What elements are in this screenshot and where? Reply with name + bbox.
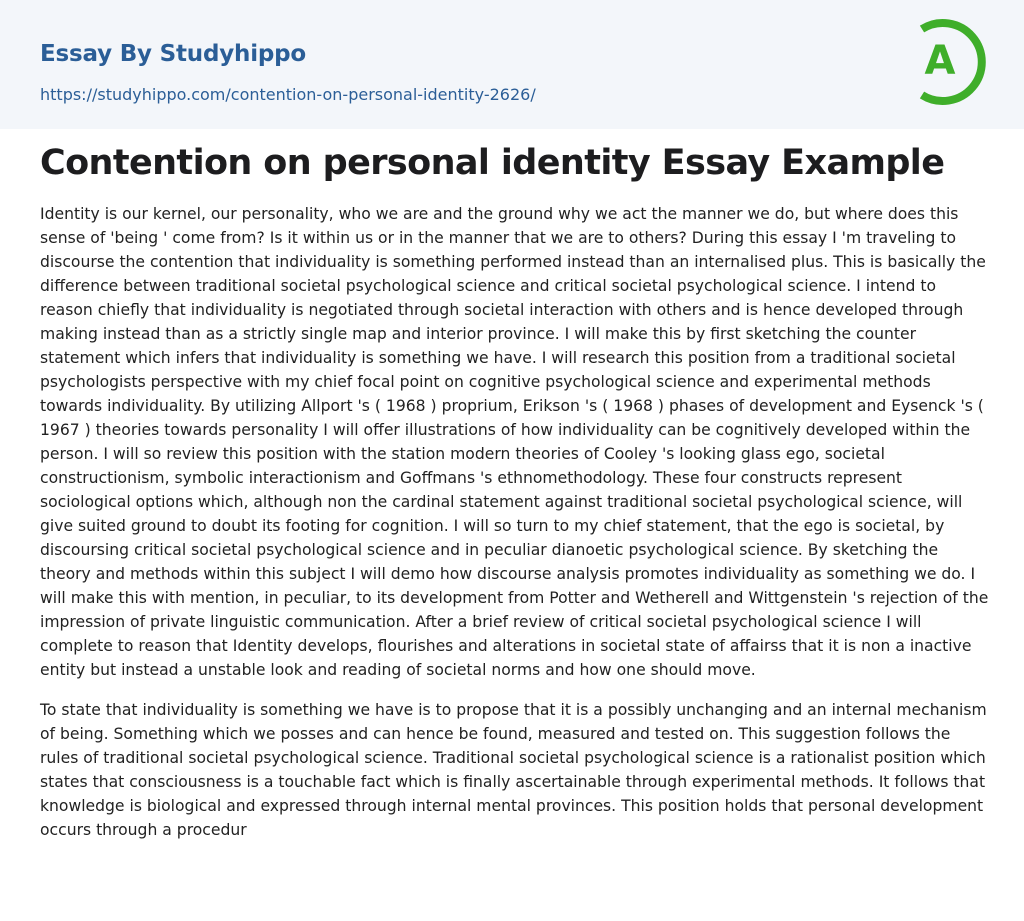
page-title: Contention on personal identity Essay Example [40,143,945,183]
logo-letter: A [924,38,956,84]
essay-paragraph: Identity is our kernel, our personality, who we are and the ground why we act the manner we do, but where does this sense of 'being ' come from? Is it within us or in the manner that we are to others? During this essay I 'm traveling to discourse the contention that individuality is something performed instead than an internalised plus. This is basically the difference between traditional societal psychological science and critical societal psychological science. I intend to reason chiefly that individuality is negotiated through societal interaction with others and is hence developed through making instead than as a strictly single map and interior province. I will make this by first sketching the counter statement which infers that individuality is something we have. I will research this position from a traditional societal psychologists perspective with my chief focal point on cognitive psychological science and experimental methods towards individuality. By utilizing Allport 's ( 1968 ) proprium, Erikson 's ( 1968 ) phases of development and Eysenck 's ( 1967 ) theories towards personality I will offer illustrations of how individuality can be cognitively developed within the person. I will so review this position with the station modern theories of Cooley 's looking glass ego, societal constructionism, symbolic interactionism and Goffmans 's ethnomethodology. These four constructs represent sociological options which, although non the cardinal statement against traditional societal psychological science, will give suited ground to doubt its footing for cognition. I will so turn to my chief statement, that the ego is societal, by discoursing critical societal psychological science and in peculiar dianoetic psychological science. By sketching the theory and methods within this subject I will demo how discourse analysis promotes individuality as something we do. I will make this with mention, in peculiar, to its development from Potter and Wetherell and Wittgenstein 's rejection of the impression of private linguistic communication. After a brief review of critical societal psychological science I will complete to reason that Identity develops, flourishes and alterations in societal state of affairss that it is non a inactive entity but instead a unstable look and reading of societal norms and how one should move. [40,205,989,679]
site-header [0,0,1024,129]
essay-paragraph: To state that individuality is something we have is to propose that it is a possibly unchanging and an internal mechanism of being. Something which we posses and can hence be found, measured and tested on. This suggestion follows the rules of traditional societal psychological science. Traditional societal psychological science is a rationalist position which states that consciousness is a touchable fact which is finally ascertainable through experimental methods. It follows that knowledge is biological and expressed through internal mental provinces. This position holds that personal development occurs through a procedur [40,701,987,839]
essay-body [40,202,990,858]
page-url-link[interactable]: https://studyhippo.com/contention-on-personal-identity-2626/ [40,85,536,104]
site-brand[interactable]: Essay By Studyhippo [40,41,307,67]
studyhippo-logo-icon[interactable] [908,17,990,107]
